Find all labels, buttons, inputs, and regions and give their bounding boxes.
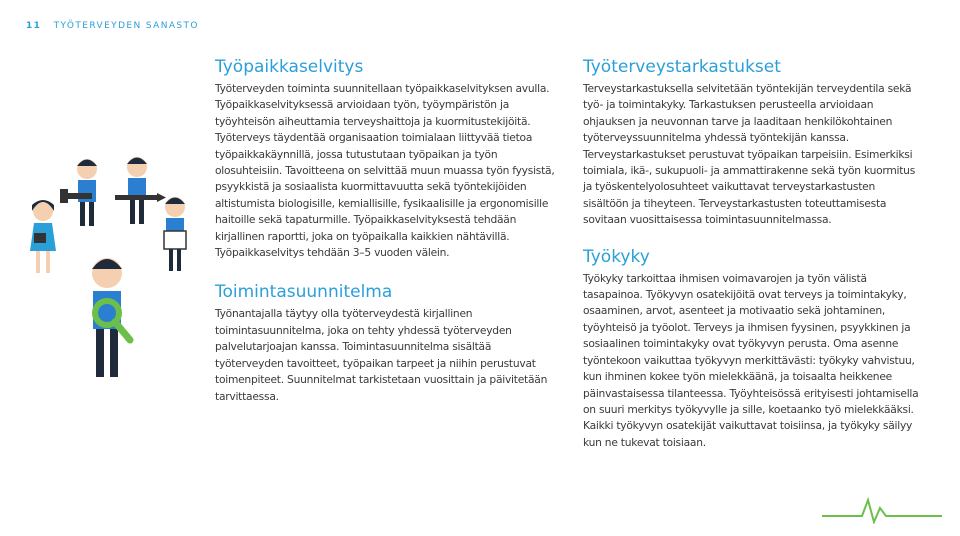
people-illustration — [20, 145, 205, 395]
section-body: Työkyky tarkoittaa ihmisen voimavarojen ja työn välistä tasapainoa. Työkyvyn osatekijöitä ovat terveys ja toimintakyky, osaaminen, arvot, asenteet ja motivaatio sekä johtaminen, työyhteisö ja työolot. Terveys ja ihmisen fyysinen, psyykkinen ja sosiaalinen toimintakyky ovat työkyvyn perusta. Oma asenne työntekoon vaikuttaa työkyvyn merkittävästi: työkyky vahvistuu, kun ihminen kokee työn mielekkäänä, ja toisaalta heikkenee päinvastaisessa tilanteessa. Työyhteisössä erityisesti johtamisella on suuri merkitys työkyvylle ja sille, koetaanko työ mielekkääksi. Kaikki työkyvyn osatekijät vaikuttavat toisiinsa, ja työkyky säilyy kun ne tukevat toisiaan. — [583, 271, 919, 449]
section-heading: Työpaikkaselvitys — [215, 57, 364, 77]
section-tyokyky — [583, 246, 923, 451]
section-tyopaikkaselvitys — [215, 56, 555, 261]
person-figure — [115, 157, 166, 224]
section-title: TYÖTERVEYDEN SANASTO — [53, 21, 199, 31]
page-number: 11 — [26, 21, 42, 31]
section-heading: Toimintasuunnitelma — [215, 282, 393, 303]
section-heading: Työkyky — [583, 246, 650, 267]
person-figure — [30, 200, 56, 273]
left-column — [215, 56, 555, 405]
page-header — [26, 21, 199, 31]
heartbeat-line — [822, 494, 942, 524]
section-heading: Työterveystarkastukset — [583, 57, 781, 77]
right-column — [583, 56, 923, 451]
section-tyoterveystarkastukset — [583, 56, 923, 229]
person-figure — [164, 197, 186, 271]
person-figure — [60, 159, 97, 226]
section-toimintasuunnitelma — [215, 281, 555, 404]
section-body: Terveystarkastuksella selvitetään työntekijän terveydentila sekä työ- ja toimintakyky. Tarkastuksen perusteella arvioidaan ohjauksen ja neuvonnan tarve ja laaditaan henkilökohtainen työterveyssuunnitelma yhdessä työntekijän kanssa. Terveystarkastukset perustuvat työpaikan tarpeisiin. Esimerkiksi toimiala, ikä-, sukupuoli- ja ammattirakenne sekä työn kuormitus ja työskentelyolosuhteet vaikuttavat terveystarkastusten sisältöön ja tiheyteen. Terveystarkastusten toteuttamisesta sovitaan vuosittaisessa toimintasuunnitelmassa. — [583, 82, 916, 227]
section-body: Työterveyden toiminta suunnitellaan työpaikkaselvityksen avulla. Työpaikkaselvityksessä arvioidaan työn, työympäristön ja työyhteisön aiheuttamia terveyshaittoja ja kuormitustekijöitä. Työterveys täydentää organisaation toimialaan liittyvää tietoa työpaikkakäynnillä, jossa tutustutaan työpaikan ja työn olosuhteisiin. Tavoitteena on selvittää muun muassa työn fyysistä, psyykkistä ja sosiaalista kuormittavuutta sekä työntekijöiden altistumista biologisille, kemiallisille, fysikaalisille ja ergonomisille haitoille sekä tapaturmille. Työpaikkaselvityksestä tehdään kirjallinen raportti, joka on työpaikalla kaikkien nähtävillä. Työpaikkaselvitys tehdään 3–5 vuoden välein. — [215, 82, 555, 260]
section-body: Työnantajalla täytyy olla työterveydestä kirjallinen toimintasuunnitelma, joka on tehty yhdessä työterveyden palvelutarjoajan kanssa. Toimintasuunnitelma sisältää työterveyden tavoitteet, työpaikan tarpeet ja niihin perustuvat toimenpiteet. Suunnitelmat tarkistetaan vuosittain ja päivitetään tarvittaessa. — [215, 307, 548, 403]
